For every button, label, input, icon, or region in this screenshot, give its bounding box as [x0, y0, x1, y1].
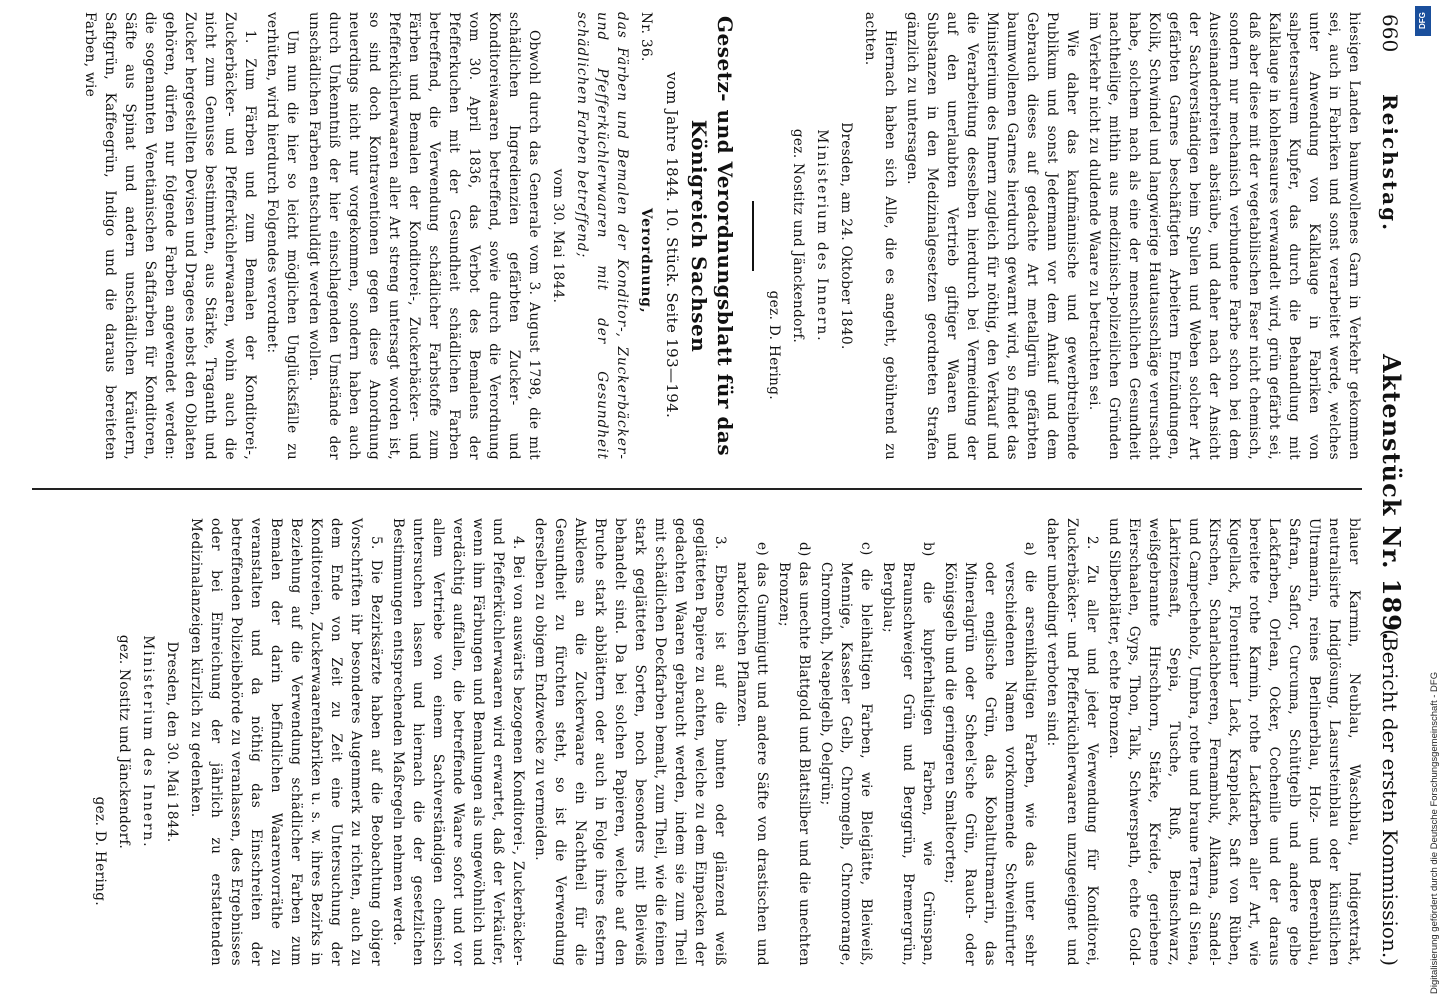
- minister-signature: gez. Nostitz und Jänckendorf.: [116, 634, 132, 850]
- running-head-left: Reichstag.: [1378, 94, 1402, 233]
- date-place: Dresden, am 24. Oktober 1840.: [838, 122, 854, 350]
- section-divider: [752, 201, 754, 271]
- page-number: 660: [1378, 14, 1402, 53]
- list-item-c: c) die bleihaltigen Farben, wie Bleiglätte, Bleiweiß, Mennige, Kasseler Gelb, Chromgelb, Chromorange, Chromroth, Neapelgelb, Oelgrün;: [818, 542, 874, 966]
- ministry-name: Ministerium des Innern.: [140, 635, 156, 849]
- gazette-issue: vom Jahre 1844. 10. Stück. Seite 193—194.: [663, 71, 681, 419]
- countersignature: gez. D. Hering.: [92, 796, 108, 906]
- paragraph-color-list: blauer Karmin, Neublau, Waschblau, Indigextrakt, neutralisirte Indiglösung, Lasursteinblau oder künstlichen Ultramarin, reines Berlinerblau, Holz- und Beerenblau, Safran, Saflor, Curcuma, Schüttgelb und andere gelbe Lackfarben, Orlean, Ocker, Cochenille und der daraus bereitete rothe Karmin, rothe Lackfarben aller Art, wie Kugellack, Florentiner Lack, Krapplack, Saft von Rüben, Kirschen, Scharlachbeeren, Fernambuk, Alkanna, Sandel- und Campecheholz, Umbra, rothe und braune Terra di Siena, Lakritzensaft, Sepia, Tusche, Ruß, Beinschwarz, weißgebrannte Hirschhorn, Stärke, Kreide, geriebene Eierschaalen, Gyps, Thon, Talk, Schwerspath, echte Gold- und Silberblätter, echte Bronzen.: [1106, 518, 1362, 966]
- countersignature: gez. D. Hering.: [766, 290, 782, 400]
- ordinance-date: vom 30. Mai 1844.: [550, 168, 566, 304]
- list-item-e: e) das Gummigutt und andere Säfte von drastischen und narkotischen Pflanzen.: [734, 542, 770, 966]
- ordinance-heading: [636, 12, 656, 460]
- credit-text: Digitalisierung gefördert durch die Deutsche Forschungsgemeinschaft - DFG: [1429, 671, 1440, 994]
- paragraph-2: 2. Zu aller und jeder Verwendung für Konditorei, Zuckerbäcker- und Pfefferküchlerwaaren unzugeeignet und daher unbedingt verboten sind:: [1044, 518, 1100, 966]
- paragraph-notice: Hiernach haben sich Alle, die es angeht, gebührend zu achten.: [862, 12, 898, 460]
- list-item-a: a) die arsenikhaltigen Farben, wie das unter sehr verschiedenen Namen vorkommende Schweinfurter oder englische Grün, das Kobaltultramarin, das Mineralgrün oder Scheel'sche Grün, Rauch- oder Königsgelb und die geringeren Smalteorten;: [942, 542, 1038, 966]
- column-divider: [32, 488, 1362, 490]
- ordinance-number: Nr. 36.: [638, 12, 654, 62]
- list-item-b: b) die kupferhaltigen Farben, wie Grünspan, Braunschweiger Grün und Berggrün, Bremergrün, Bergblau;: [880, 542, 936, 966]
- paragraph-5: 5. Die Bezirksärzte haben auf die Beobachtung obiger Vorschriften ihr besonderes Augenmerk zu richten, auch zu dem Ende von Zeit zu Zeit eine Untersuchung der Konditoreien, Zuckerwaarenfabriken u. s. w. ihres Bezirks in Beziehung auf die Verwendung schädlicher Farben zum Bemalen der darin befindlichen Waarenvorräthe zu veranstalten und da nöthig das Einschreiten der betreffenden Polizeibehörde zu veranlassen, des Ergebnisses oder bei Einreichung der jährlich zu erstattenden Medizinalanzeigen kürzlich zu gedenken.: [188, 518, 384, 966]
- running-head: [1370, 14, 1406, 966]
- paragraph-verordnet: Um nun die hier so leicht möglichen Unglücksfälle zu verhüten, wird hierdurch Folgendes verordnet:: [264, 12, 300, 460]
- ordinance-subject: das Färben und Bemalen der Konditor-, Zuckerbäcker- und Pfefferküchlerwaaren mit der Gesundheit schädlichen Farben betreffend;: [574, 12, 630, 460]
- dfg-logo: DFG: [1415, 6, 1431, 36]
- paragraph-warning: Wie daher das kaufmännische und gewerbtreibende Publikum und sonst Jedermann vor dem Ankauf und dem Gebrauch dieses auf gedachte Art metallgrün gefärbten baumwollenen Garnes hierdurch gewarnt wird, so findet das Ministerium des Innern zugleich für nöthig, den Verkauf und die Verarbeitung desselben hierdurch bei Vermeidung der auf den unerlaubten Vertrieb giftiger Waaren und Substanzen in den Medizinalgesetzen geordneten Strafen gänzlich zu untersagen.: [904, 12, 1080, 460]
- list-item-d: d) das unechte Blattgold und Blattsilber und die unechten Bronzen;: [776, 542, 812, 966]
- running-head-center: Aktenstück Nr. 189.: [1377, 354, 1406, 642]
- paragraph-3: 3. Ebenso ist auf die bunten oder glänzend weiß geglätteten Papiere zu achten, welche zu dem Einpacken der gedachten Waaren gebraucht werden, indem sie zum Theil mit schädlichen Deckfarben bemalt, zum Theil, wie die feinen stark geglätteten Sorten, noch besonders mit Bleiweiß behandelt sind. Da bei solchen Papieren, welche auf den Bruche stark abblättern oder auch in Folge ihres festern Ankleens an die Zuckerwaare ein Nachtheil für die Gesundheit zu fürchten steht, so ist die Verwendung derselben zu obigem Endzwecke zu vermeiden.: [532, 518, 728, 966]
- running-head-right: (Bericht der ersten Kommission.): [1378, 629, 1402, 966]
- digitization-credit: [1413, 0, 1440, 1000]
- rotated-document-page: [12, 0, 1412, 980]
- ministry-name: Ministerium des Innern.: [814, 129, 830, 343]
- paragraph-1: 1. Zum Färben und zum Bemalen der Konditorei-, Zuckerbäcker- und Pfefferküchlerwaaren, wohin auch die nicht zum Genusse bestimmten, aus Stärke, Traganth und Zucker hergestellten Devisen und Dragees nebst den Oblaten gehören, dürfen nur folgende Farben angewendet werden: die sogenannten Venetianischen Saftfarben für Konditoren, Säfte aus Spinat und andern unschädlichen Kräutern, Saftgrün, Kaffeegrün, Indigo und die daraus bereiteten Farben, wie: [82, 12, 258, 460]
- date-place: Dresden, den 30. Mai 1844.: [164, 641, 180, 843]
- right-column: [28, 518, 1364, 966]
- minister-signature: gez. Nostitz und Jänckendorf.: [790, 128, 806, 344]
- ordinance-label: Verordnung,: [638, 207, 654, 314]
- paragraph-intro: hiesigen Landen baumwollenes Garn in Verkehr gekommen sei, auch in Fabriken und sonst verarbeitet werde, welches unter Anwendung von Kalklauge in Fabriken von salpetersaurem Kupfer, das durch die Behandlung mit Kalklauge in kohlensaures verwandelt wird, grün gefärbt sei, daß aber diese mit der vegetabilischen Faser nicht chemisch, sondern nur mechanisch verbundene Farbe schon bei dem Auseinanderbreiten abstäube, und daher nach der Ansicht der Sachverständigen beim Spulen und Weben solcher Art gefärbten Garnes beschäftigten Arbeitern Entzündungen, Kolik, Schwindel und langwierige Hautausschläge verursacht habe, solchem nach als eine der menschlichen Gesundheit nachtheilige, mithin aus medizinisch-polizeilichen Gründen im Verkehr nicht zu duldende Waare zu betrachten sei.: [1086, 12, 1362, 460]
- paragraph-4: 4. Bei von auswärts bezogenen Konditorei-, Zuckerbäcker- und Pfefferküchlerwaaren wird erwartet, daß der Verkäufer, wenn ihm Färbungen und Bemalungen als ungewöhnlich und verdächtig auffallen, die betreffende Waare sofort und vor allem Vertriebe von einem Sachverständigen chemisch untersuchen lassen und hiernach die der gesetzlichen Bestimmungen entsprechenden Maßregeln nehmen werde.: [390, 518, 526, 966]
- gazette-title: Gesetz- und Verordnungsblatt für das Königreich Sachsen: [687, 15, 737, 457]
- left-column: [28, 12, 1364, 460]
- paragraph-obwohl: Obwohl durch das Generale vom 3. August 1798, die mit schädlichen Ingredienzien gefärbten Zucker- und Konditoreiwaaren betreffend, sowie durch die Verordnung vom 30. April 1836, das Verbot des Bemalens der Pfefferkuchen mit der Gesundheit schädlichen Farben betreffend, die Verwendung schädlicher Farbstoffe zum Färben und Bemalen der Konditorei-, Zuckerbäcker- und Pfefferküchlerwaaren aller Art streng untersagt worden ist, so sind doch Kontraventionen gegen diese Anordnung neuerdings nicht nur vorgekommen, sondern haben auch durch Unkenntniß der hier einschlagenden Umstände der unschädlichen Farben entschuldigt werden wollen.: [306, 12, 542, 460]
